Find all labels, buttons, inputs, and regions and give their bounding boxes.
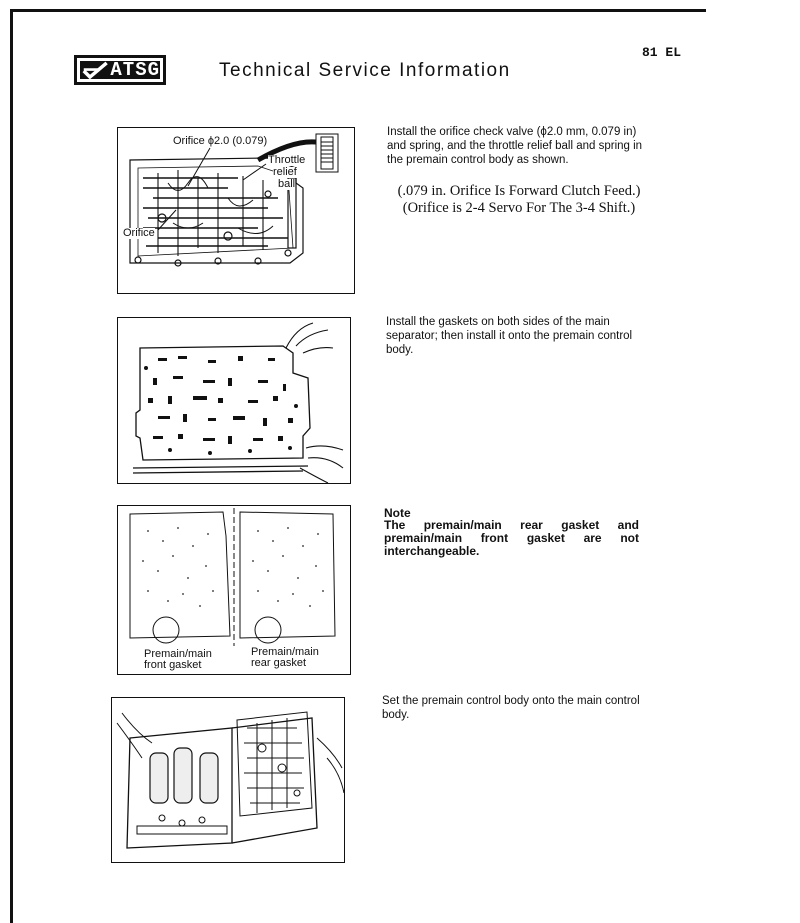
callout-orifice: Orifice: [123, 227, 155, 239]
figure-orifice-check-valve: [117, 127, 355, 294]
label-rear-gasket-line2: rear gasket: [251, 657, 307, 669]
step2-instruction: Install the gaskets on both sides of the main separator; then install it onto the premain control body.: [386, 316, 633, 356]
valve-body-illustration: [118, 128, 355, 294]
callout-relief: relief: [273, 166, 297, 178]
callout-ball: ball: [278, 178, 296, 190]
step1-note-line2: (Orifice is 2-4 Servo For The 3-4 Shift.): [402, 200, 636, 216]
figure-assembly: [111, 697, 345, 863]
page-number: 81 EL: [642, 45, 682, 60]
separator-plate-illustration: [118, 318, 351, 484]
step4-instruction: Set the premain control body onto the main control body.: [382, 695, 640, 721]
note-title: Note: [384, 506, 411, 520]
label-front-gasket-line2: front gasket: [144, 659, 202, 671]
figure-separator-plate: [117, 317, 351, 484]
spring-detail: [316, 134, 338, 172]
callout-throttle: Throttle: [268, 154, 306, 166]
label-front-gasket-line1: Premain/main: [144, 648, 212, 660]
hands-outline: [286, 323, 343, 483]
accumulator-pistons: [150, 748, 218, 803]
callout-orifice-size: Orifice ϕ2.0 (0.079): [173, 135, 268, 147]
step1-instruction: Install the orifice check valve (ϕ2.0 mm, 0.079 in) and spring, and the throttle relief ball and spring in the premain control body as shown.: [387, 126, 643, 166]
top-rule: [10, 9, 706, 12]
label-rear-gasket-line1: Premain/main: [251, 646, 319, 658]
figure-gaskets: [117, 505, 351, 675]
page-title: Technical Service Information: [219, 60, 511, 81]
logo-text: ATSG: [110, 59, 160, 81]
note-body: The premain/main rear gasket and premain/main front gasket are not interchangeable.: [384, 518, 639, 558]
assembly-illustration: [112, 698, 345, 863]
atsg-logo: [74, 55, 166, 85]
left-rule: [10, 9, 13, 923]
step1-note-line1: (.079 in. Orifice Is Forward Clutch Feed.): [397, 183, 641, 199]
checkmark-icon: [82, 59, 108, 81]
